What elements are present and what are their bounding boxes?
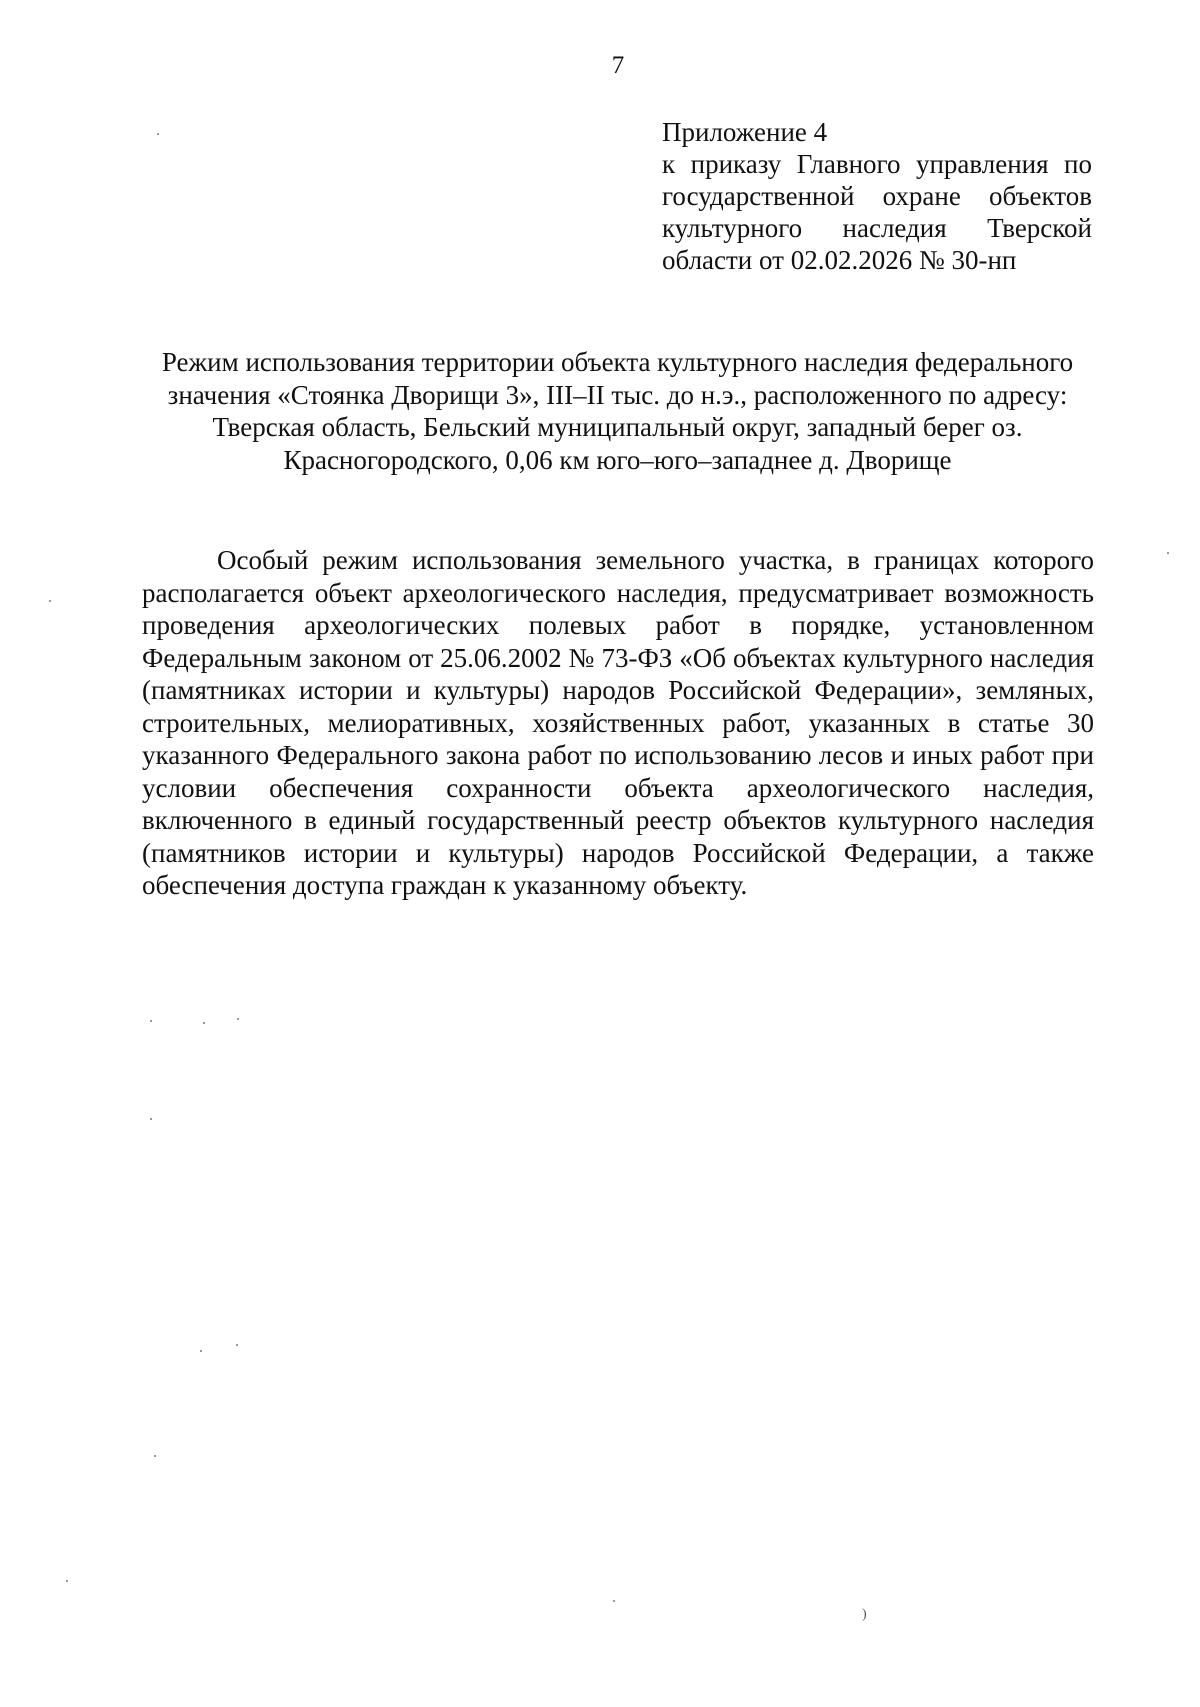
scan-speck — [154, 1455, 156, 1457]
body-paragraph: Особый режим использования земельного участка, в границах которого располагается объект археологического наследия, предусматривает возможность проведения археологических полевых работ в порядке, установленном Федеральным законом от 25.06.2002 № 73-ФЗ «Об объектах культурного наследия (памятниках истории и культуры) народов Российской Федерации», земляных, строительных, мелиоративных, хозяйственных работ, указанных в статье 30 указанного Федерального закона работ по использованию лесов и иных работ при условии обеспечения сохранности объекта археологического наследия, включенного в единый государственный реестр объектов культурного наследия (памятников истории и культуры) народов Российской Федерации, а также обеспечения доступа граждан к указанному объекту. — [142, 545, 1094, 900]
scan-speck — [613, 1600, 615, 1602]
scan-mark: ) — [862, 1607, 867, 1622]
document-heading: Режим использования территории объекта культурного наследия федерального значения «Стоянка Дворищи 3», III–II тыс. до н.э., расположенного по адресу: Тверская область, Бельский муниципальный округ, западный берег оз. Красногородского, 0,06 км юго–юго–западнее д. Дворище — [161, 347, 1074, 475]
scan-speck — [200, 1350, 202, 1352]
scan-speck — [237, 1018, 239, 1020]
scan-speck — [236, 1344, 238, 1346]
scan-speck — [49, 600, 51, 602]
appendix-block — [662, 116, 1092, 276]
scan-speck — [157, 133, 159, 135]
scan-speck — [66, 1580, 68, 1582]
appendix-title: Приложение 4 — [662, 117, 828, 147]
scan-speck — [150, 1020, 152, 1022]
scan-speck — [1167, 552, 1169, 554]
page-number: 7 — [611, 52, 625, 79]
appendix-reference: к приказу Главного управления по государственной охране объектов культурного наследия Тверской области от 02.02.2026 № 30-нп — [662, 149, 1092, 275]
scan-speck — [203, 1022, 205, 1024]
scan-speck — [150, 1118, 152, 1120]
